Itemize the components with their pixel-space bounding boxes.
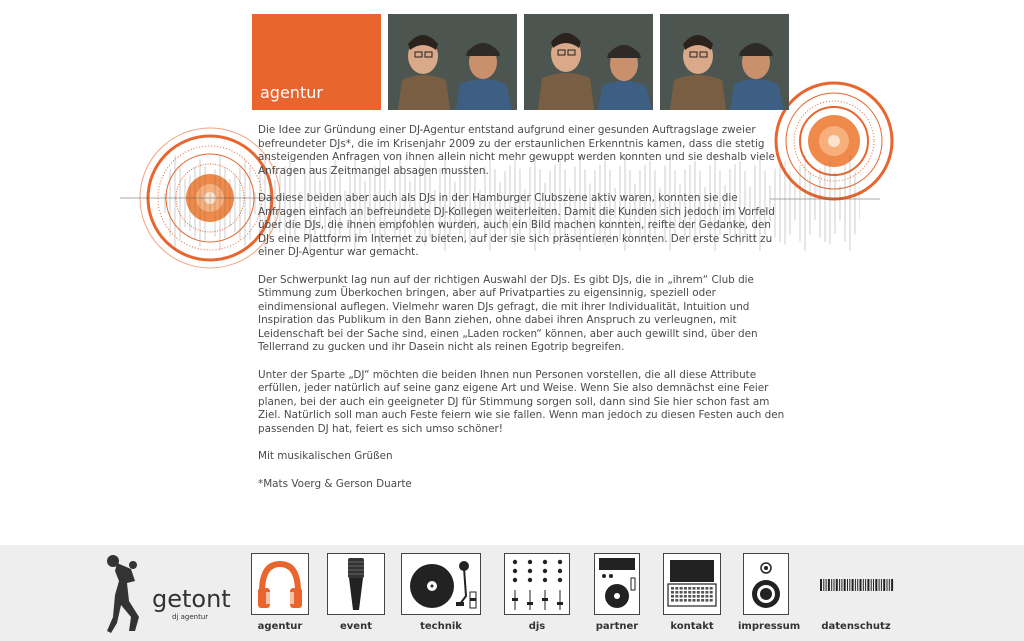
nav-label: djs bbox=[528, 621, 546, 632]
djs-photo-3 bbox=[660, 14, 789, 110]
hero-title-block bbox=[252, 14, 381, 110]
logo-name: getont bbox=[152, 585, 231, 613]
article-content bbox=[258, 124, 788, 505]
djs-photo-2 bbox=[524, 14, 653, 110]
logo[interactable] bbox=[105, 551, 235, 635]
paragraph: Unter der Sparte „DJ“ möchten die beiden Ihnen nun Personen vorstellen, die all diese Attribute erfüllen, jeder natürlich auf seine ganz eigene Art und Weise. Wenn Sie also demnächst eine Feier planen, bei der auch ein geeigneter DJ für Stimmung sorgen soll, dann sind Sie hier schon fast am Ziel. Natürlich soll man auch Feste feiern wie sie fallen. Wenn man jedoch zu diesen Festen auch den passenden DJ hat, feiert es sich umso schöner! bbox=[258, 368, 785, 435]
headphones-icon bbox=[251, 553, 309, 615]
nav-label: agentur bbox=[257, 621, 303, 632]
nav-item-technik[interactable] bbox=[400, 553, 482, 632]
paragraph: Die Idee zur Gründung einer DJ-Agentur entstand aufgrund einer gesunden Auftragslage zweier befreundeter DJs*, die im Krisenjahr 2009 zu der erstaunlichen Erkenntnis kamen, dass die stetig ansteigenden Anfragen von ihnen allein nicht mehr gewuppt werden konnten und sie deshalb viele Anfragen aus Zeitmangel absagen mussten. bbox=[258, 124, 775, 177]
turntable-icon bbox=[401, 553, 481, 615]
nav-item-djs[interactable] bbox=[503, 553, 571, 632]
nav-label: kontakt bbox=[670, 621, 714, 632]
nav-label: datenschutz bbox=[821, 621, 891, 632]
barcode-icon bbox=[816, 553, 894, 615]
nav-item-partner[interactable] bbox=[593, 553, 641, 632]
page-title: agentur bbox=[260, 83, 323, 102]
microphone-icon bbox=[327, 553, 385, 615]
paragraph: Da diese beiden aber auch als DJs in der Hamburger Clubszene aktiv waren, konnten sie die Anfragen einfach an befreundete DJ-Kollegen weiterleiten. Damit die Kunden sich jedoch im Vorfeld über die DJs, die ihnen empfohlen wurden, auch ein Bild machen konnten, reifte der Gedanke, den DJs eine Plattform im Internet zu bieten, auf der sie sich präsentieren konnten. Der erste Schritt zu einer DJ-Agentur war gemacht. bbox=[258, 192, 775, 258]
nav-item-kontakt[interactable] bbox=[662, 553, 722, 632]
nav-item-agentur[interactable] bbox=[250, 553, 310, 632]
nav-item-impressum[interactable] bbox=[738, 553, 801, 632]
speaker-icon bbox=[743, 553, 789, 615]
nav-item-datenschutz[interactable] bbox=[816, 553, 896, 632]
djs-photo-1 bbox=[388, 14, 517, 110]
discobolus-logo-icon bbox=[105, 551, 153, 635]
greeting: Mit musikalischen Grüßen bbox=[258, 450, 393, 462]
footer-nav bbox=[0, 545, 1024, 641]
nav-item-event[interactable] bbox=[326, 553, 386, 632]
nav-label: impressum bbox=[738, 621, 801, 632]
mixer-icon bbox=[504, 553, 570, 615]
nav-label: event bbox=[340, 621, 372, 632]
signature: *Mats Voerg & Gerson Duarte bbox=[258, 477, 412, 490]
nav-label: technik bbox=[420, 621, 462, 632]
laptop-icon bbox=[663, 553, 721, 615]
paragraph: Der Schwerpunkt lag nun auf der richtigen Auswahl der DJs. Es gibt DJs, die in „ihrem“ Club die Stimmung zum Überkochen bringen, aber auf Privatparties zu eigensinnig, speziell oder eindimensional auflegen. Vielmehr waren DJs gefragt, die mit ihrer Individualität, Intuition und Inspiration das Publikum in den Bann ziehen, ohne dabei ihren Anspruch zu verleugnen, mit Leidenschaft bei der Sache sind, einen „Laden rocken“ können, aber auch gewillt sind, über den Tellerrand zu gucken und ihr Dasein nicht als reinen Egotrip begreifen. bbox=[258, 273, 758, 353]
cd-player-icon bbox=[594, 553, 640, 615]
nav-label: partner bbox=[595, 621, 639, 632]
logo-tagline: dj agentur bbox=[172, 613, 209, 621]
